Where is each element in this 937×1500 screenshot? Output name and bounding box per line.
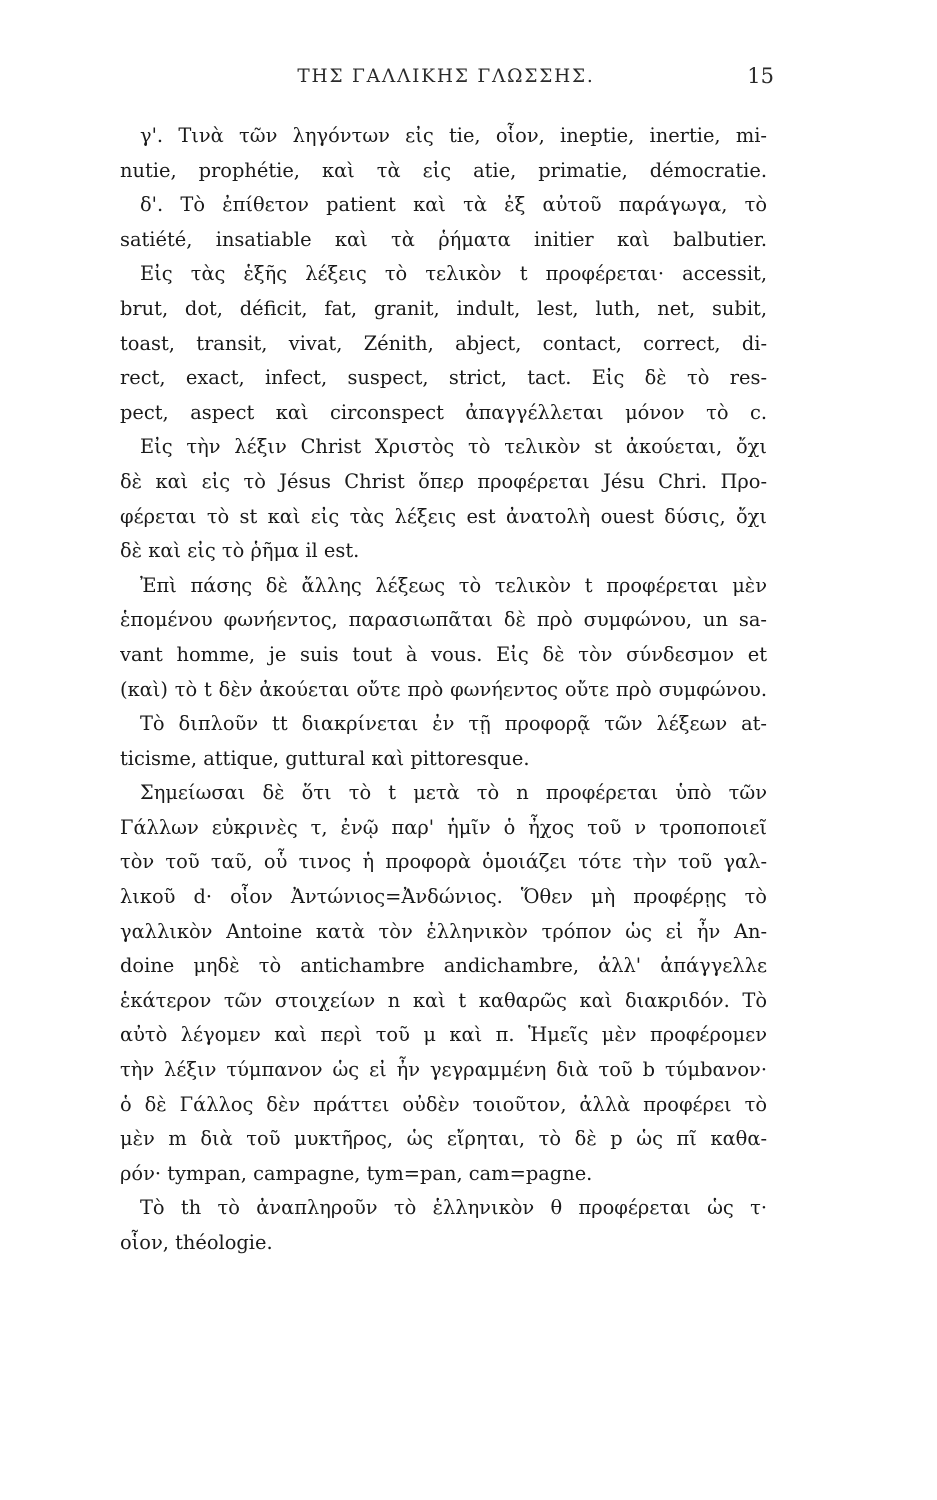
text-line: (καὶ) τὸ t δὲν ἀκούεται οὔτε πρὸ φωνήεντος οὔτε πρὸ συμφώνου. — [120, 677, 767, 701]
text-line: οἷον, théologie. — [120, 1231, 273, 1254]
text-line: pect, aspect καὶ circonspect ἀπαγγέλλεται μόνον τὸ c. — [120, 400, 767, 424]
text-line: αὐτὸ λέγομεν καὶ περὶ τοῦ μ καὶ π. Ἡμεῖς μὲν προφέρομεν — [120, 1023, 767, 1047]
text-line: Εἰς τὰς ἑξῆς λέξεις τὸ τελικὸν t προφέρεται· accessit, — [140, 262, 767, 286]
text-line: τὴν λέξιν τύμπανον ὡς εἰ ἦν γεγραμμένη διὰ τοῦ b τύμbανον· — [120, 1058, 767, 1082]
text-line: Γάλλων εὐκρινὲς τ, ἐνῷ παρ' ἡμῖν ὁ ἦχος τοῦ ν τροποποιεῖ — [120, 815, 767, 839]
text-line: τὸν τοῦ ταῦ, οὗ τινος ἡ προφορὰ ὁμοιάζει τότε τὴν τοῦ γαλ- — [120, 850, 767, 874]
body-text — [120, 119, 767, 1261]
text-line: Σημείωσαι δὲ ὅτι τὸ t μετὰ τὸ n προφέρεται ὑπὸ τῶν — [140, 781, 767, 805]
text-line: nutie, prophétie, καὶ τὰ εἰς atie, primatie, démocratie. — [120, 158, 767, 182]
text-line: γαλλικὸν Antoine κατὰ τὸν ἑλληνικὸν τρόπον ὡς εἰ ἦν An- — [120, 919, 767, 943]
page-number: 15 — [747, 64, 774, 88]
text-line: Εἰς τὴν λέξιν Christ Χριστὸς τὸ τελικὸν st ἀκούεται, ὄχι — [140, 435, 767, 459]
text-line: ρόν· tympan, campagne, tym=pan, cam=pagne. — [120, 1161, 593, 1185]
text-line: γ'. Τινὰ τῶν ληγόντων εἰς tie, οἷον, ineptie, inertie, mi- — [140, 124, 767, 147]
text-line: vant homme, je suis tout à vous. Εἰς δὲ τὸν σύνδεσμον et — [120, 642, 767, 666]
text-line: doine μηδὲ τὸ antichambre andichambre, ἀλλ' ἀπάγγελλε — [120, 954, 767, 978]
text-line: ἑκάτερον τῶν στοιχείων n καὶ t καθαρῶς καὶ διακριδόν. Τὸ — [120, 988, 767, 1012]
text-line: Τὸ διπλοῦν tt διακρίνεται ἐν τῇ προφορᾷ τῶν λέξεων at- — [140, 712, 767, 736]
text-line: λικοῦ d· οἷον Ἀντώνιος=Ἀνδώνιος. Ὅθεν μὴ προφέρῃς τὸ — [120, 885, 767, 909]
text-line: toast, transit, vivat, Zénith, abject, contact, correct, di- — [120, 331, 767, 355]
page-header — [120, 66, 772, 96]
text-line: ὁ δὲ Γάλλος δὲν πράττει οὐδὲν τοιοῦτον, ἀλλὰ προφέρει τὸ — [120, 1092, 767, 1116]
running-title: ΤΗΣ ΓΑΛΛΙΚΗΣ ΓΛΩΣΣΗΣ. — [297, 66, 595, 87]
text-line: satiété, insatiable καὶ τὰ ῥήματα initier καὶ balbutier. — [120, 227, 767, 251]
text-line: ἑπομένου φωνήεντος, παρασιωπᾶται δὲ πρὸ συμφώνου, un sa- — [120, 608, 767, 632]
text-line: rect, exact, infect, suspect, strict, tact. Εἰς δὲ τὸ res- — [120, 366, 767, 390]
text-line: Τὸ th τὸ ἀναπληροῦν τὸ ἑλληνικὸν θ προφέρεται ὡς τ· — [140, 1196, 767, 1220]
text-line: ticisme, attique, guttural καὶ pittoresque. — [120, 746, 530, 770]
text-line: δὲ καὶ εἰς τὸ ῥῆμα il est. — [120, 539, 360, 563]
text-line: δ'. Τὸ ἐπίθετον patient καὶ τὰ ἐξ αὐτοῦ παράγωγα, τὸ — [140, 193, 767, 217]
text-line: brut, dot, déficit, fat, granit, indult, lest, luth, net, subit, — [120, 296, 767, 320]
text-line: δὲ καὶ εἰς τὸ Jésus Christ ὅπερ προφέρεται Jésu Chri. Προ- — [120, 469, 767, 493]
text-line: μὲν m διὰ τοῦ μυκτῆρος, ὡς εἴρηται, τὸ δὲ p ὡς πῖ καθα- — [120, 1127, 767, 1151]
text-line: Ἐπὶ πάσης δὲ ἄλλης λέξεως τὸ τελικὸν t προφέρεται μὲν — [140, 573, 767, 597]
text-line: φέρεται τὸ st καὶ εἰς τὰς λέξεις est ἀνατολὴ ouest δύσις, ὄχι — [120, 504, 767, 528]
